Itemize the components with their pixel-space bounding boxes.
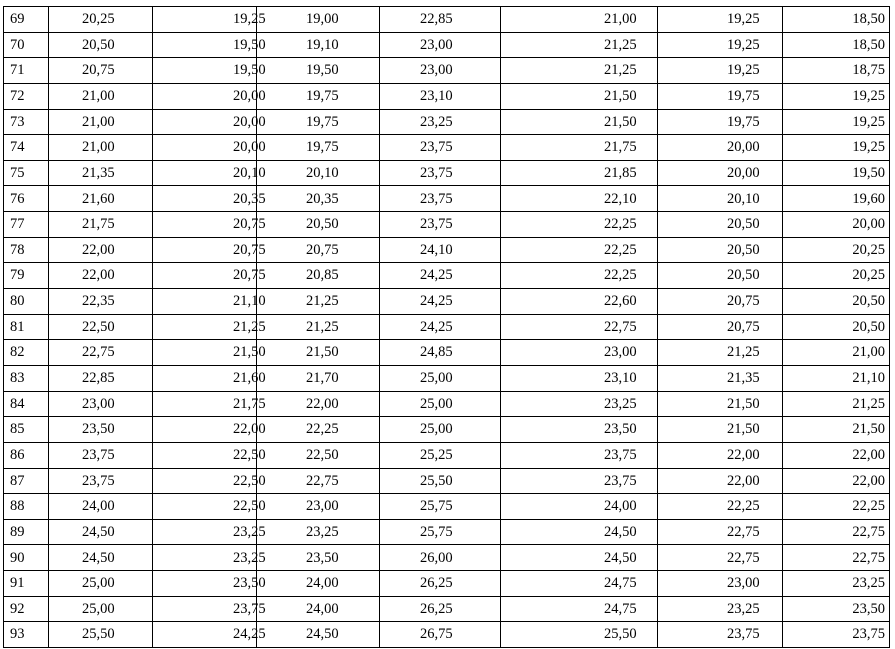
table-cell: 21,25 bbox=[501, 58, 658, 84]
table-cell: 21,25 bbox=[658, 340, 783, 366]
table-cell: 23,50 bbox=[501, 417, 658, 443]
table-cell: 22,00 bbox=[153, 417, 257, 443]
row-number-cell: 89 bbox=[4, 519, 49, 545]
table-cell: 23,75 bbox=[501, 468, 658, 494]
table-cell: 22,00 bbox=[49, 237, 153, 263]
table-cell: 22,50 bbox=[153, 442, 257, 468]
table-cell: 23,75 bbox=[380, 186, 501, 212]
table-cell: 22,00 bbox=[783, 442, 890, 468]
table-cell: 21,50 bbox=[783, 417, 890, 443]
table-cell: 24,10 bbox=[380, 237, 501, 263]
table-cell: 19,25 bbox=[783, 109, 890, 135]
table-cell: 21,85 bbox=[501, 160, 658, 186]
row-number-cell: 86 bbox=[4, 442, 49, 468]
table-row bbox=[4, 365, 890, 391]
table-cell: 25,00 bbox=[49, 596, 153, 622]
table-cell: 23,25 bbox=[658, 596, 783, 622]
table-row bbox=[4, 32, 890, 58]
table-cell: 19,25 bbox=[153, 7, 257, 33]
table-cell: 21,00 bbox=[501, 7, 658, 33]
table-body bbox=[4, 7, 890, 648]
table-row bbox=[4, 237, 890, 263]
table-cell: 19,50 bbox=[153, 58, 257, 84]
table-cell: 25,00 bbox=[380, 365, 501, 391]
table-cell: 22,85 bbox=[49, 365, 153, 391]
table-cell: 20,50 bbox=[658, 263, 783, 289]
table-cell: 22,75 bbox=[783, 519, 890, 545]
table-cell: 24,50 bbox=[49, 545, 153, 571]
table-cell: 26,25 bbox=[380, 596, 501, 622]
table-cell: 24,75 bbox=[501, 596, 658, 622]
table-row bbox=[4, 442, 890, 468]
table-cell: 18,75 bbox=[783, 58, 890, 84]
row-number-cell: 82 bbox=[4, 340, 49, 366]
table-cell: 23,10 bbox=[380, 83, 501, 109]
table-cell: 19,50 bbox=[257, 58, 380, 84]
table-cell: 24,25 bbox=[380, 289, 501, 315]
table-cell: 23,50 bbox=[49, 417, 153, 443]
table-cell: 25,50 bbox=[501, 622, 658, 648]
table-cell: 20,25 bbox=[49, 7, 153, 33]
table-cell: 21,60 bbox=[49, 186, 153, 212]
table-cell: 20,00 bbox=[658, 135, 783, 161]
table-cell: 20,00 bbox=[153, 135, 257, 161]
table-row bbox=[4, 186, 890, 212]
table-cell: 21,75 bbox=[501, 135, 658, 161]
table-row bbox=[4, 83, 890, 109]
row-number-cell: 87 bbox=[4, 468, 49, 494]
table-cell: 23,00 bbox=[501, 340, 658, 366]
table-cell: 21,25 bbox=[501, 32, 658, 58]
table-row bbox=[4, 545, 890, 571]
table-row bbox=[4, 135, 890, 161]
table-cell: 24,00 bbox=[257, 596, 380, 622]
table-cell: 23,25 bbox=[783, 571, 890, 597]
table-cell: 26,75 bbox=[380, 622, 501, 648]
table-cell: 23,75 bbox=[380, 135, 501, 161]
table-cell: 23,25 bbox=[501, 391, 658, 417]
table-cell: 23,75 bbox=[380, 212, 501, 238]
table-cell: 22,10 bbox=[501, 186, 658, 212]
table-row bbox=[4, 314, 890, 340]
row-number-cell: 88 bbox=[4, 494, 49, 520]
table-cell: 20,50 bbox=[658, 237, 783, 263]
table-cell: 18,50 bbox=[783, 7, 890, 33]
table-cell: 20,50 bbox=[783, 289, 890, 315]
table-cell: 23,00 bbox=[380, 58, 501, 84]
table-cell: 24,00 bbox=[501, 494, 658, 520]
table-cell: 21,00 bbox=[49, 83, 153, 109]
table-cell: 21,50 bbox=[501, 83, 658, 109]
table-cell: 20,75 bbox=[153, 237, 257, 263]
table-cell: 24,25 bbox=[153, 622, 257, 648]
row-number-cell: 79 bbox=[4, 263, 49, 289]
table-cell: 22,25 bbox=[658, 494, 783, 520]
table-cell: 24,85 bbox=[380, 340, 501, 366]
table-cell: 20,00 bbox=[153, 83, 257, 109]
table-row bbox=[4, 263, 890, 289]
table-row bbox=[4, 391, 890, 417]
table-row bbox=[4, 622, 890, 648]
table-cell: 21,75 bbox=[49, 212, 153, 238]
table-cell: 24,50 bbox=[49, 519, 153, 545]
table-cell: 24,75 bbox=[501, 571, 658, 597]
table-cell: 19,25 bbox=[658, 32, 783, 58]
table-cell: 20,85 bbox=[257, 263, 380, 289]
table-cell: 21,50 bbox=[658, 391, 783, 417]
table-cell: 20,35 bbox=[257, 186, 380, 212]
table-cell: 23,75 bbox=[380, 160, 501, 186]
table-cell: 20,50 bbox=[783, 314, 890, 340]
table-cell: 22,25 bbox=[783, 494, 890, 520]
table-cell: 22,00 bbox=[783, 468, 890, 494]
data-table bbox=[3, 6, 890, 648]
table-cell: 20,00 bbox=[658, 160, 783, 186]
table-cell: 25,00 bbox=[49, 571, 153, 597]
table-cell: 25,50 bbox=[49, 622, 153, 648]
table-cell: 25,75 bbox=[380, 519, 501, 545]
table-cell: 19,25 bbox=[783, 135, 890, 161]
row-number-cell: 90 bbox=[4, 545, 49, 571]
table-cell: 21,10 bbox=[783, 365, 890, 391]
table-cell: 21,25 bbox=[153, 314, 257, 340]
table-cell: 23,00 bbox=[658, 571, 783, 597]
table-cell: 23,75 bbox=[153, 596, 257, 622]
table-cell: 23,75 bbox=[658, 622, 783, 648]
table-cell: 19,75 bbox=[658, 83, 783, 109]
table-cell: 20,10 bbox=[658, 186, 783, 212]
table-cell: 26,00 bbox=[380, 545, 501, 571]
table-cell: 22,50 bbox=[49, 314, 153, 340]
row-number-cell: 80 bbox=[4, 289, 49, 315]
table-cell: 25,50 bbox=[380, 468, 501, 494]
table-cell: 20,35 bbox=[153, 186, 257, 212]
table-row bbox=[4, 494, 890, 520]
table-cell: 22,75 bbox=[783, 545, 890, 571]
table-cell: 19,10 bbox=[257, 32, 380, 58]
row-number-cell: 69 bbox=[4, 7, 49, 33]
table-cell: 19,60 bbox=[783, 186, 890, 212]
row-number-cell: 91 bbox=[4, 571, 49, 597]
table-cell: 19,75 bbox=[658, 109, 783, 135]
table-row bbox=[4, 571, 890, 597]
table-cell: 21,35 bbox=[658, 365, 783, 391]
table-cell: 20,10 bbox=[257, 160, 380, 186]
table-cell: 19,75 bbox=[257, 135, 380, 161]
table-cell: 21,50 bbox=[658, 417, 783, 443]
table-cell: 21,25 bbox=[783, 391, 890, 417]
table-cell: 23,25 bbox=[380, 109, 501, 135]
table-cell: 21,00 bbox=[49, 135, 153, 161]
table-cell: 20,50 bbox=[49, 32, 153, 58]
table-cell: 22,35 bbox=[49, 289, 153, 315]
row-number-cell: 73 bbox=[4, 109, 49, 135]
table-cell: 25,00 bbox=[380, 417, 501, 443]
table-cell: 24,50 bbox=[501, 519, 658, 545]
table-cell: 23,10 bbox=[501, 365, 658, 391]
row-number-cell: 74 bbox=[4, 135, 49, 161]
table-cell: 22,25 bbox=[257, 417, 380, 443]
table-cell: 22,75 bbox=[658, 545, 783, 571]
table-cell: 23,00 bbox=[257, 494, 380, 520]
table-cell: 21,25 bbox=[257, 289, 380, 315]
row-number-cell: 81 bbox=[4, 314, 49, 340]
table-cell: 25,75 bbox=[380, 494, 501, 520]
table-cell: 18,50 bbox=[783, 32, 890, 58]
table-cell: 21,00 bbox=[49, 109, 153, 135]
table-cell: 22,85 bbox=[380, 7, 501, 33]
table-row bbox=[4, 160, 890, 186]
table-cell: 22,50 bbox=[257, 442, 380, 468]
table-row bbox=[4, 519, 890, 545]
table-row bbox=[4, 417, 890, 443]
table-cell: 21,25 bbox=[257, 314, 380, 340]
table-cell: 22,60 bbox=[501, 289, 658, 315]
table-row bbox=[4, 212, 890, 238]
table-cell: 25,00 bbox=[380, 391, 501, 417]
table-cell: 20,50 bbox=[658, 212, 783, 238]
row-number-cell: 76 bbox=[4, 186, 49, 212]
table-cell: 21,75 bbox=[153, 391, 257, 417]
table-cell: 21,50 bbox=[501, 109, 658, 135]
table-cell: 24,25 bbox=[380, 314, 501, 340]
table-cell: 23,50 bbox=[783, 596, 890, 622]
table-cell: 22,75 bbox=[257, 468, 380, 494]
table-cell: 20,75 bbox=[658, 289, 783, 315]
table-cell: 23,25 bbox=[153, 519, 257, 545]
table-cell: 22,75 bbox=[49, 340, 153, 366]
table-row bbox=[4, 58, 890, 84]
row-number-cell: 84 bbox=[4, 391, 49, 417]
table-cell: 24,00 bbox=[49, 494, 153, 520]
table-cell: 20,00 bbox=[783, 212, 890, 238]
table-cell: 23,50 bbox=[257, 545, 380, 571]
table-row bbox=[4, 340, 890, 366]
table-cell: 20,75 bbox=[658, 314, 783, 340]
table-row bbox=[4, 596, 890, 622]
table-cell: 23,75 bbox=[501, 442, 658, 468]
row-number-cell: 93 bbox=[4, 622, 49, 648]
table-cell: 23,00 bbox=[380, 32, 501, 58]
table-cell: 20,00 bbox=[153, 109, 257, 135]
table-cell: 20,10 bbox=[153, 160, 257, 186]
table-cell: 23,25 bbox=[257, 519, 380, 545]
table-cell: 20,75 bbox=[49, 58, 153, 84]
table-cell: 22,00 bbox=[257, 391, 380, 417]
table-row bbox=[4, 289, 890, 315]
table-cell: 23,75 bbox=[49, 442, 153, 468]
row-number-cell: 70 bbox=[4, 32, 49, 58]
table-cell: 23,75 bbox=[49, 468, 153, 494]
table-cell: 20,75 bbox=[153, 212, 257, 238]
table-cell: 19,50 bbox=[783, 160, 890, 186]
table-cell: 21,50 bbox=[257, 340, 380, 366]
table-cell: 25,25 bbox=[380, 442, 501, 468]
table-cell: 22,00 bbox=[658, 468, 783, 494]
row-number-cell: 83 bbox=[4, 365, 49, 391]
table-cell: 19,75 bbox=[257, 83, 380, 109]
row-number-cell: 71 bbox=[4, 58, 49, 84]
table-cell: 22,25 bbox=[501, 237, 658, 263]
table-cell: 21,70 bbox=[257, 365, 380, 391]
table-cell: 19,75 bbox=[257, 109, 380, 135]
table-cell: 20,25 bbox=[783, 237, 890, 263]
table-cell: 24,50 bbox=[257, 622, 380, 648]
table-cell: 20,50 bbox=[257, 212, 380, 238]
table-cell: 20,25 bbox=[783, 263, 890, 289]
table-cell: 21,35 bbox=[49, 160, 153, 186]
table-cell: 21,00 bbox=[783, 340, 890, 366]
table-cell: 19,50 bbox=[153, 32, 257, 58]
table-cell: 19,25 bbox=[783, 83, 890, 109]
row-number-cell: 72 bbox=[4, 83, 49, 109]
table-cell: 26,25 bbox=[380, 571, 501, 597]
table-cell: 24,00 bbox=[257, 571, 380, 597]
row-number-cell: 77 bbox=[4, 212, 49, 238]
row-number-cell: 75 bbox=[4, 160, 49, 186]
table-cell: 22,75 bbox=[658, 519, 783, 545]
table-cell: 22,75 bbox=[501, 314, 658, 340]
table-cell: 23,25 bbox=[153, 545, 257, 571]
table-cell: 20,75 bbox=[153, 263, 257, 289]
row-number-cell: 78 bbox=[4, 237, 49, 263]
table-cell: 21,60 bbox=[153, 365, 257, 391]
table-cell: 22,50 bbox=[153, 494, 257, 520]
table-cell: 22,00 bbox=[658, 442, 783, 468]
table-cell: 23,00 bbox=[49, 391, 153, 417]
table-row bbox=[4, 7, 890, 33]
table-cell: 19,25 bbox=[658, 58, 783, 84]
table-cell: 20,75 bbox=[257, 237, 380, 263]
table-cell: 19,00 bbox=[257, 7, 380, 33]
table-cell: 19,25 bbox=[658, 7, 783, 33]
row-number-cell: 85 bbox=[4, 417, 49, 443]
table-row bbox=[4, 468, 890, 494]
table-cell: 22,00 bbox=[49, 263, 153, 289]
table-cell: 24,50 bbox=[501, 545, 658, 571]
row-number-cell: 92 bbox=[4, 596, 49, 622]
table-cell: 21,10 bbox=[153, 289, 257, 315]
table-cell: 22,25 bbox=[501, 263, 658, 289]
table-cell: 22,50 bbox=[153, 468, 257, 494]
table-cell: 23,75 bbox=[783, 622, 890, 648]
table-cell: 22,25 bbox=[501, 212, 658, 238]
table-cell: 24,25 bbox=[380, 263, 501, 289]
table-cell: 21,50 bbox=[153, 340, 257, 366]
table-row bbox=[4, 109, 890, 135]
table-cell: 23,50 bbox=[153, 571, 257, 597]
